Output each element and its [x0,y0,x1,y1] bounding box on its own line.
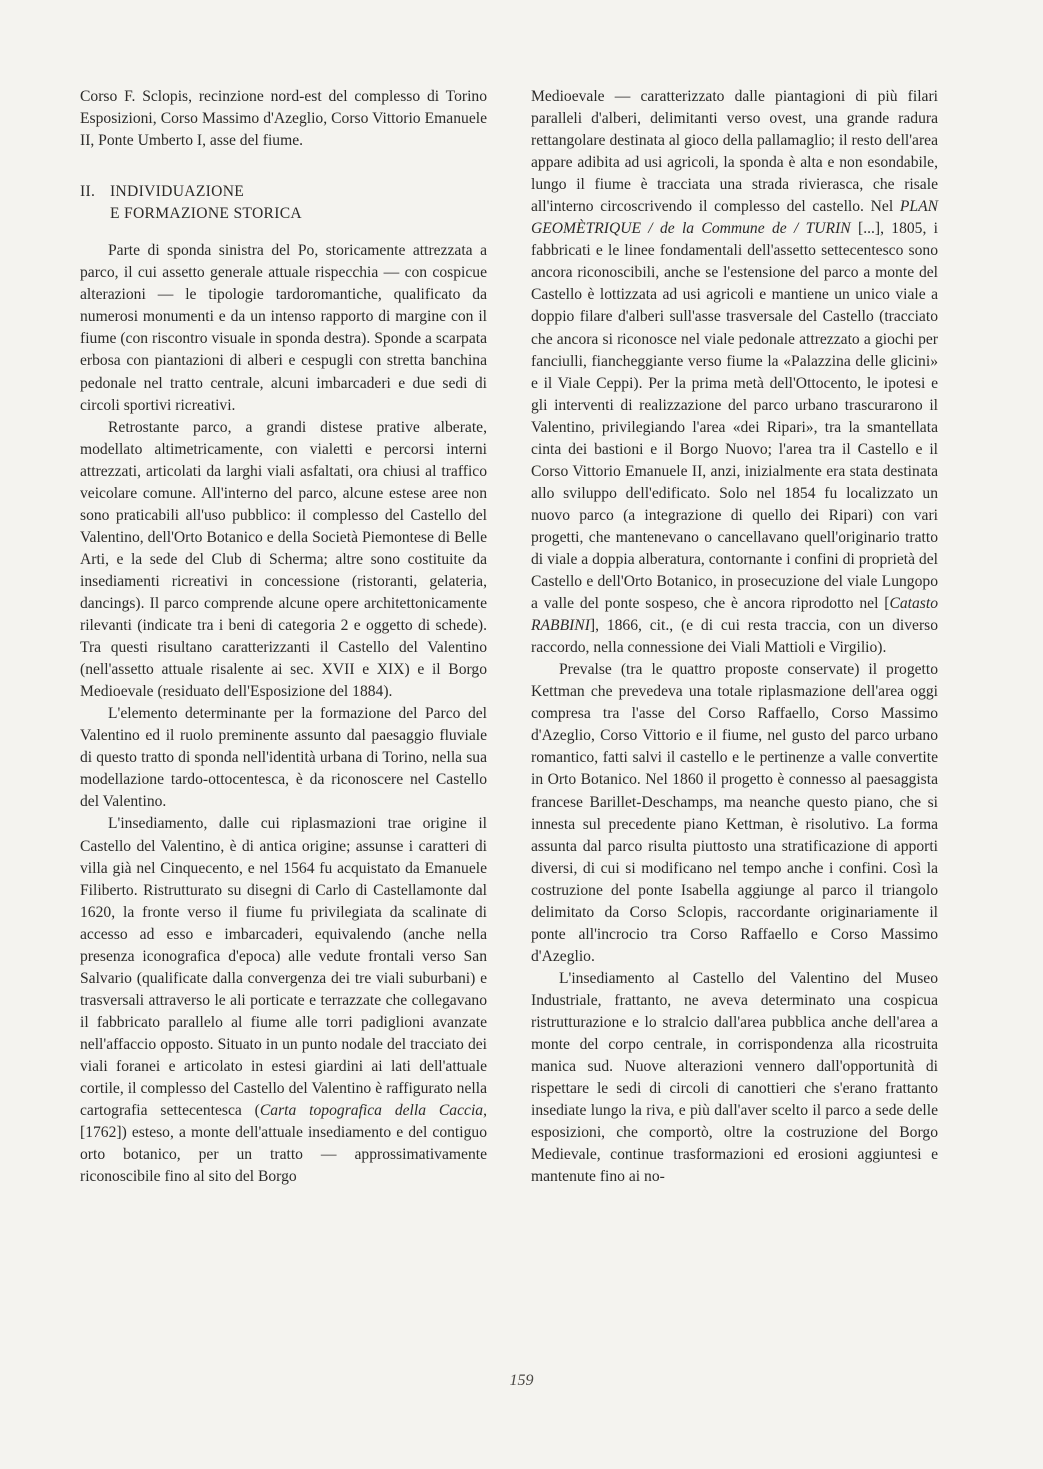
paragraph-4 [80,813,487,1188]
paragraph-7: L'insediamento al Castello del Valentino del Museo Industriale, frattanto, ne aveva determinato una cospicua ristrutturazione e lo stralcio dall'area pubblica anche dell'area a monte del corpo centrale, in corrispondenza alla ricostruita manica sud. Nuove alterazioni vennero dall'opportunità di rispettare le sedi di circoli di canottieri che s'erano frattanto insediate lungo la riva, e più dall'aver scelto il parco a sede delle esposizioni, che comportò, oltre la costruzione del Borgo Medievale, continue trasformazioni ed erosioni aggiuntesi e mantenute fino ai no- [531,969,938,1186]
section-title-line1: INDIVIDUAZIONE [110,183,245,201]
paragraph-1: Parte di sponda sinistra del Po, storicamente attrezzata a parco, il cui assetto generale attuale rispecchia — con cospicue alterazioni — le tipologie tardoromantiche, qualificato da numerosi monumenti e da un intenso rapporto di margine con il fiume (con riscontro visuale in sponda destra). Sponde a scarpata erbosa con piantazioni di alberi e cespugli con stretta banchina pedonale nel tratto centrale, alcuni imbarcaderi e due sedi di circoli sportivi ricreativi. [80,242,487,414]
paragraph-5-text-a: Medioevale — caratterizzato dalle piantagioni di più filari paralleli d'alberi, delimitanti verso ovest, una grande radura rettangolare destinata al gioco della pallamaglio; il resto dell'area appare adibita ad usi agricoli, la sponda è alta e non esondabile, lungo il fiume è tracciata una strada rivierasca, che risale all'interno circoscrivendo il complesso del castello. Nel [531,88,938,216]
right-column [531,86,938,1188]
citation-catasto-rabbini: Catasto RABBINI [531,595,938,635]
section-number: II. [80,183,96,201]
section-title-line2: E FORMAZIONE STORICA [110,205,302,223]
section-heading [80,181,487,225]
paragraph-5 [531,86,938,659]
paragraph-4-text-a: L'insediamento, dalle cui riplasmazioni trae origine il Castello del Valentino, è di antica origine; assunse i caratteri di villa già nel Cinquecento, e nel 1564 fu acquistato da Emanuele Filiberto. Ristrutturato su disegni di Carlo di Castellamonte dal 1620, la fronte verso il fiume fu privilegiata da scalinate di accesso ad esso e imbarcaderi, equivalendo (anche nella presenza iconografica d'epoca) alle vedute frontali verso San Salvario (qualificate dalla convergenza dei tre viali suburbani) e trasversali attraverso le ali porticate e terrazzate che collegavano il fabbricato parallelo al fiume alle torri padiglioni avanzate nell'affaccio opposto. Situato in un punto nodale del tracciato dei viali foranei e articolato in estesi giardini ai lati dell'attuale cortile, il complesso del Castello del Valentino è raffigurato nella cartografia settecentesca ( [80,815,487,1120]
paragraph-5-text-b: [...], 1805, i fabbricati e le linee fondamentali dell'assetto settecentesco sono ancora riconoscibili, anche se l'estensione del parco a monte del Castello è lottizzata ad usi agricoli e mantiene un unico viale a doppio filare d'alberi sull'asse trasversale del Castello (tracciato che ancora si riconosce nel viale pedonale attrezzato a giochi per fanciulli, fiancheggiante verso fiume la «Palazzina delle glicini» e il Viale Ceppi). Per la prima metà dell'Ottocento, le ipotesi e gli interventi di realizzazione del parco urbano trascurarono il Valentino, privilegiando l'area «dei Ripari», tra la smantellata cinta dei bastioni e il Borgo Nuovo; l'area tra il Castello e il Corso Vittorio Emanuele II, anzi, inizialmente era stata destinata allo sviluppo dell'edificato. Solo nel 1854 fu localizzato un nuovo parco (a integrazione di quello dei Ripari) con vari progetti, che mantenevano o cancellavano quell'originario tratto di viale a doppia alberatura, contornante i confini di proprietà del Castello e dell'Orto Botanico, in prosecuzione del viale Lungopo a valle del ponte sospeso, che è ancora riprodotto nel [ [531,220,939,613]
paragraph-6: Prevalse (tra le quattro proposte conservate) il progetto Kettman che prevedeva una totale riplasmazione dell'area oggi compresa tra l'asse del Corso Raffaello, Corso Massimo d'Azeglio, Corso Vittorio e il fiume, nel gusto del parco urbano romantico, fatti salvi il castello e le pertinenze a valle convertite in Orto Botanico. Nel 1860 il progetto è connesso al paesaggista francese Barillet-Deschamps, ma neanche questo piano, che si innesta sul precedente piano Kettman, è risolutivo. La forma assunta dal parco risulta piuttosto una stratificazione di apporti diversi, di cui si modificano nel tempo anche i confini. Così la costruzione del ponte Isabella aggiunge al parco il triangolo delimitato da Corso Sclopis, raccordante originariamente il ponte all'incrocio tra Corso Raffaello e Corso Massimo d'Azeglio. [531,661,938,965]
paragraph-4-text-b: , [1762]) esteso, a monte dell'attuale insediamento e del contiguo orto botanico, per un tratto — approssimativamente riconoscibile fino al sito del Borgo [80,1102,487,1186]
paragraph-5-text-c: ], 1866, cit., (e di cui resta traccia, con un diverso raccordo, nella connessione dei Viali Mattioli e Virgilio). [531,617,938,657]
citation-plan-geometrique: PLAN GEOMÈTRIQUE / de la Commune de / TURIN [531,198,938,238]
citation-carta-caccia: Carta topografica della Caccia [259,1102,484,1120]
paragraph-3: L'elemento determinante per la formazione del Parco del Valentino ed il ruolo preminente assunto dal paesaggio fluviale di questo tratto di sponda nell'identità urbana di Torino, nella sua modellazione tardo-ottocentesca, è da riconoscere nel Castello del Valentino. [80,705,487,811]
page-number: 159 [509,1372,534,1389]
paragraph-intro: Corso F. Sclopis, recinzione nord-est del complesso di Torino Esposizioni, Corso Massimo d'Azeglio, Corso Vittorio Emanuele II, Ponte Umberto I, asse del fiume. [80,88,487,150]
paragraph-2: Retrostante parco, a grandi distese prative alberate, modellato altimetricamente, con vialetti e percorsi interni attrezzati, articolati da larghi viali asfaltati, ora chiusi al traffico veicolare comune. All'interno del parco, alcune estese aree non sono praticabili all'uso pubblico: il complesso del Castello del Valentino, dell'Orto Botanico e della Società Piemontese di Belle Arti, e la sede del Club di Scherma; altre sono costituite da insediamenti ricreativi in concessione (ristoranti, gelateria, dancings). Il parco comprende alcune opere architettonicamente rilevanti (indicate tra i beni di categoria 2 e oggetto di schede). Tra questi risultano caratterizzanti il Castello del Valentino (nell'assetto attuale risalente ai sec. XVII e XIX) e il Borgo Medioevale (residuato dell'Esposizione del 1884). [80,418,487,701]
left-column [80,86,487,1188]
